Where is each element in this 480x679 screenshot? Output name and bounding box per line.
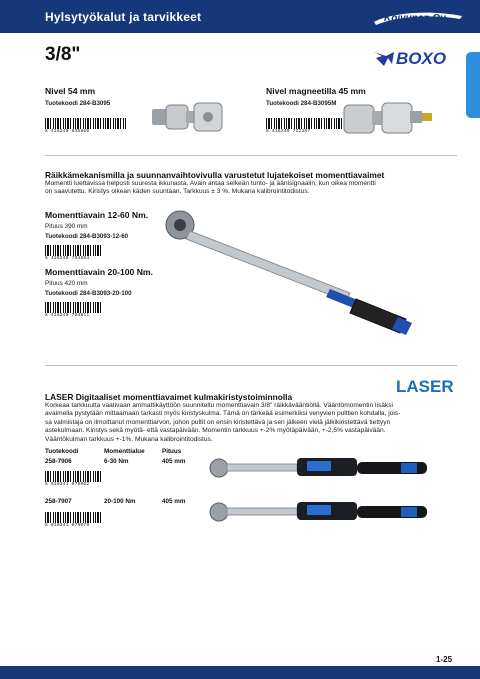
barcode-bars — [45, 471, 103, 482]
barcode-digits: 5 018341 079079 — [45, 523, 90, 528]
product-length-torque-12-60: Pituus 390 mm — [45, 223, 88, 230]
table-cell-code: 258-7907 — [45, 498, 72, 505]
magnetic-joint-image — [340, 95, 440, 141]
barcode-torque-12-60 — [45, 245, 103, 261]
barcode-torque-20-100 — [45, 302, 103, 318]
text-line: on saavutettu. Kiristys oikean käden suuntaan. Tarkkuus ± 3 %. Mukana kalibrointitodistus. — [45, 188, 310, 196]
table-cell-length: 405 mm — [162, 458, 186, 465]
divider-2 — [45, 365, 457, 366]
barcode-digits: 6 416240 704804 — [45, 256, 90, 261]
digital-torque-wrench-image — [205, 450, 445, 482]
product-title-nivel-45: Nivel magneetilla 45 mm — [266, 86, 366, 96]
barcode-bars — [45, 302, 103, 313]
company-logo-text: Koivunen Oy — [384, 13, 446, 24]
boxo-logo — [372, 46, 458, 70]
barcode-bars — [266, 118, 348, 129]
barcode-bars — [45, 512, 103, 523]
mechanical-torque-wrench-image — [160, 205, 420, 335]
text-line: Momentti luettavissa helposti suuresta ikkunasta. Avain antaa selkeän tunto- ja äänisignaalin, kun oikea momentti — [45, 180, 376, 187]
laser-section-heading: LASER Digitaaliset momenttiavaimet kulmakiristystoiminnolla — [45, 392, 293, 402]
product-code-nivel-54: Tuotekoodi 284-B3095 — [45, 100, 111, 107]
table-cell-code: 258-7906 — [45, 458, 72, 465]
section-heading: 3/8" — [45, 44, 81, 65]
barcode-nivel-45 — [266, 118, 348, 134]
barcode-digits: 6 416240 635869 — [45, 129, 90, 134]
table-header-length: Pituus — [162, 448, 182, 455]
text-line: Vääntökulman tarkkuus +-1%. Mukana kalibrointitodistus. — [45, 435, 213, 443]
product-code-torque-12-60: Tuotekoodi 284-B3093-12-60 — [45, 233, 129, 240]
table-cell-length: 405 mm — [162, 498, 186, 505]
header-title: Hylsytyökalut ja tarvikkeet — [45, 10, 202, 24]
divider-1 — [45, 155, 457, 156]
product-code-torque-20-100: Tuotekoodi 284-B3093-20-100 — [45, 290, 132, 297]
laser-section-text — [45, 402, 465, 444]
digital-torque-wrench-image — [205, 494, 445, 526]
barcode-258-7906 — [45, 471, 103, 487]
table-header-code: Tuotekoodi — [45, 448, 79, 455]
barcode-digits: 5 018341 079062 — [45, 482, 90, 487]
product-title-torque-20-100: Momenttiavain 20-100 Nm. — [45, 267, 153, 277]
barcode-bars — [45, 118, 127, 129]
barcode-258-7907 — [45, 512, 103, 528]
boxo-logo-text: BOXO — [396, 49, 447, 68]
chapter-tab[interactable] — [466, 52, 480, 118]
product-code-nivel-45: Tuotekoodi 284-B3095M — [266, 100, 337, 107]
laser-logo-text: LASER — [396, 377, 454, 396]
text-line: sa valmistaja on ilmoittanut momenttiarvon, johon pultit on ensin kiristettävä ja sen jälkeen vielä jälkikiristettävä tiettyyn — [45, 418, 391, 426]
text-line: astekulmaan. Kiristys sekä myötä- että vastapäivään. Momentin tarkkuus +-2% myötäpäivään, +-2,5% vastapäivään. — [45, 427, 386, 435]
barcode-bars — [45, 245, 103, 256]
table-cell-range: 6-30 Nm — [104, 458, 129, 465]
torque-section-text — [45, 180, 455, 197]
product-length-torque-20-100: Pituus 420 mm — [45, 280, 88, 287]
footer-bar — [0, 666, 480, 679]
text-line: Korkeaa tarkkuutta vaativaan ammattikäyttöön suunniteltu momenttiavain 3/8" räikkävääntiöllä. Vääntömomentin lisäksi — [45, 402, 393, 409]
torque-section-heading: Räikkämekanismilla ja suunnanvaihtovivulla varustetut lujatekoiset momenttiavaimet — [45, 170, 385, 180]
barcode-nivel-54 — [45, 118, 127, 134]
product-title-nivel-54: Nivel 54 mm — [45, 86, 96, 96]
text-line: avaimella pystytään mittaamaan tarkasti myös kiristyskulma. Tämä on tärkeää esimerkiksi venyvien pulttien kohdalla, jois- — [45, 410, 401, 418]
laser-logo — [396, 376, 458, 396]
barcode-digits: 6 416240 704811 — [45, 313, 90, 318]
table-cell-range: 20-100 Nm — [104, 498, 136, 505]
product-title-torque-12-60: Momenttiavain 12-60 Nm. — [45, 210, 149, 220]
universal-joint-image — [150, 95, 230, 139]
barcode-digits: 6 416240 722307 — [266, 129, 311, 134]
page-number: 1-25 — [436, 655, 453, 664]
company-logo — [372, 8, 464, 28]
table-header-range: Momenttialue — [104, 448, 145, 455]
